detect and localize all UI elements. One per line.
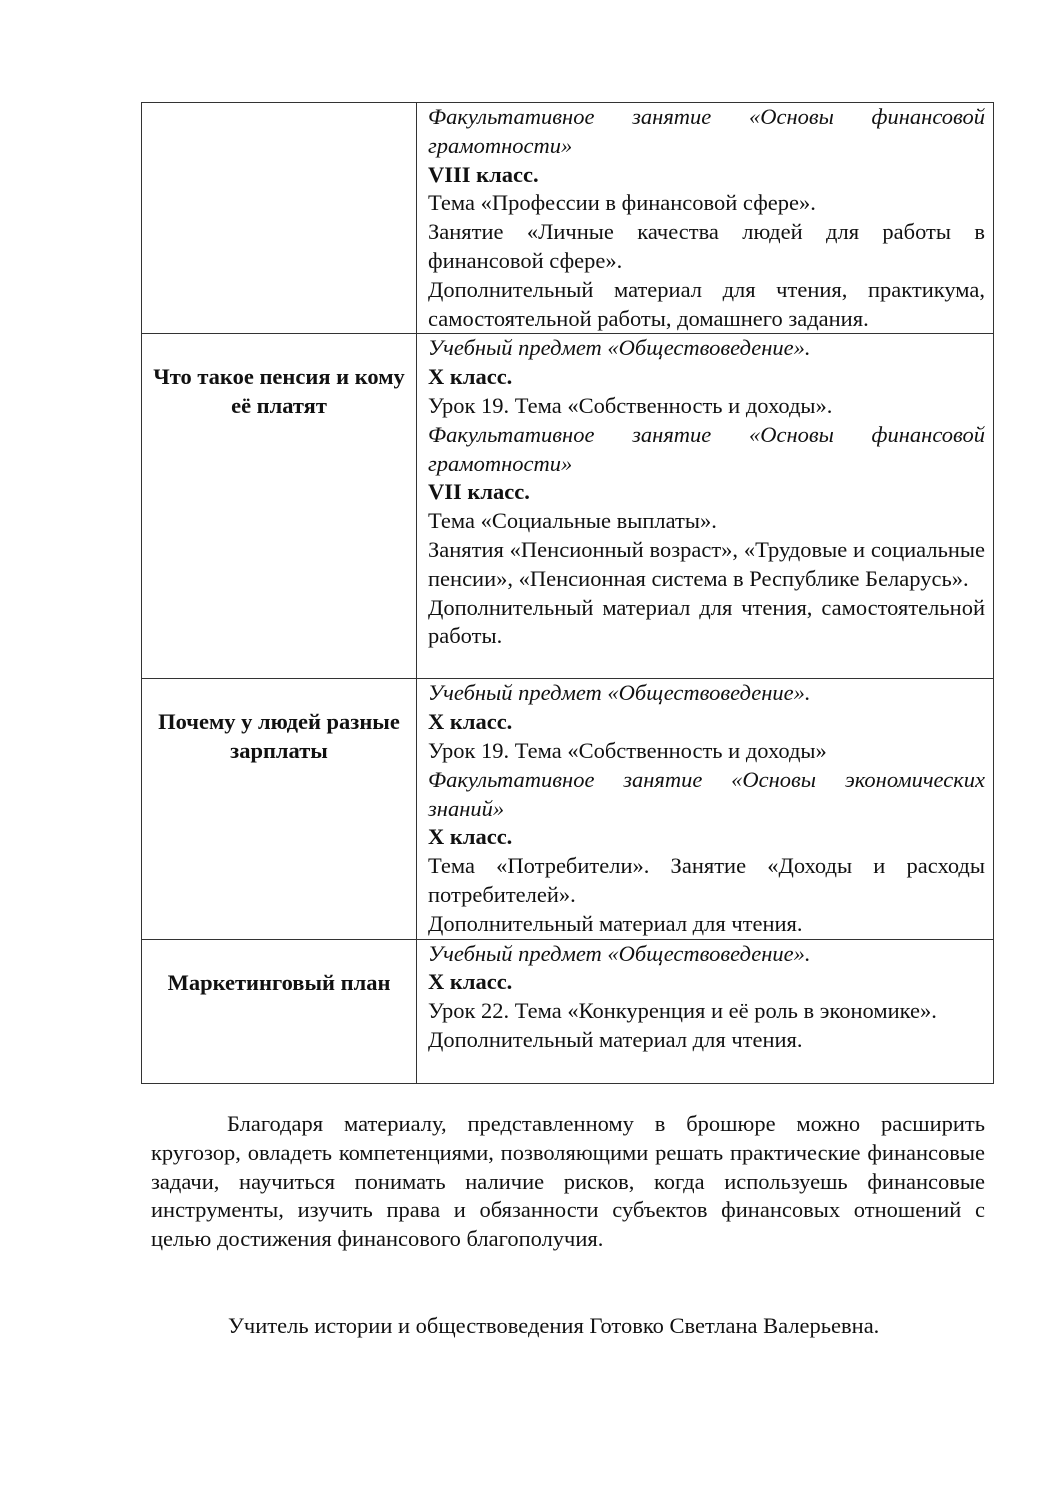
table-row xyxy=(142,103,994,334)
content-line: Тема «Профессии в финансовой сфере». xyxy=(428,190,816,216)
content-line: X класс. xyxy=(428,364,513,390)
content-cell xyxy=(417,334,994,679)
content-line: Учебный предмет «Обществоведение». xyxy=(428,335,811,361)
content-line: VIII класс. xyxy=(428,161,539,187)
content-line: Занятия «Пенсионный возраст», «Трудовые и социальные пенсии», «Пенсионная система в Республике Беларусь». xyxy=(428,536,985,591)
content-cell xyxy=(417,939,994,1083)
content-line: Учебный предмет «Обществоведение». xyxy=(428,940,811,966)
table-row xyxy=(142,334,994,679)
curriculum-table-body xyxy=(142,103,994,1084)
topic-cell xyxy=(142,679,417,939)
topic-text: Почему у людей разные зарплаты xyxy=(158,709,400,764)
content-line: Урок 19. Тема «Собственность и доходы» xyxy=(428,737,827,763)
content-line: Факультативное занятие «Основы экономических знаний» xyxy=(428,766,985,821)
content-line: X класс. xyxy=(428,969,513,995)
summary-paragraph: Благодаря материалу, представленному в брошюре можно расширить кругозор, овладеть компетенциями, позволяющими решать практические финансовые задачи, научиться понимать наличие рисков, когда используешь финансовые инструменты, изучить права и обязанности субъектов финансовых отношений с целью достижения финансового благополучия. xyxy=(151,1111,985,1252)
content-line: Дополнительный материал для чтения. xyxy=(428,1026,803,1052)
author-signature-line: Учитель истории и обществоведения Готовко Светлана Валерьевна. xyxy=(228,1313,880,1338)
curriculum-table xyxy=(141,102,994,1084)
content-line: Тема «Потребители». Занятие «Доходы и расходы потребителей». xyxy=(428,853,985,907)
content-line: X класс. xyxy=(428,709,513,735)
topic-cell xyxy=(142,103,417,334)
content-line: Факультативное занятие «Основы финансовой грамотности» xyxy=(428,104,985,158)
content-line: Учебный предмет «Обществоведение». xyxy=(428,680,811,706)
content-line: Урок 22. Тема «Конкуренция и её роль в экономике». xyxy=(428,998,937,1024)
content-line: VII класс. xyxy=(428,479,530,505)
content-line: Факультативное занятие «Основы финансовой грамотности» xyxy=(428,421,985,476)
content-line: Дополнительный материал для чтения. xyxy=(428,910,803,936)
content-cell xyxy=(417,679,994,939)
table-row xyxy=(142,679,994,939)
content-line: Урок 19. Тема «Собственность и доходы». xyxy=(428,392,833,418)
topic-text: Что такое пенсия и кому её платят xyxy=(153,364,405,419)
table-row xyxy=(142,939,994,1083)
content-cell xyxy=(417,103,994,334)
topic-cell xyxy=(142,334,417,679)
content-line: Тема «Социальные выплаты». xyxy=(428,508,717,534)
content-line: Дополнительный материал для чтения, самостоятельной работы. xyxy=(428,594,985,649)
topic-text: Маркетинговый план xyxy=(167,969,391,995)
content-line: Дополнительный материал для чтения, практикума, самостоятельной работы, домашнего задания. xyxy=(428,276,985,331)
content-line: X класс. xyxy=(428,824,513,850)
content-line: Занятие «Личные качества людей для работы в финансовой сфере». xyxy=(428,219,985,273)
topic-cell xyxy=(142,939,417,1083)
